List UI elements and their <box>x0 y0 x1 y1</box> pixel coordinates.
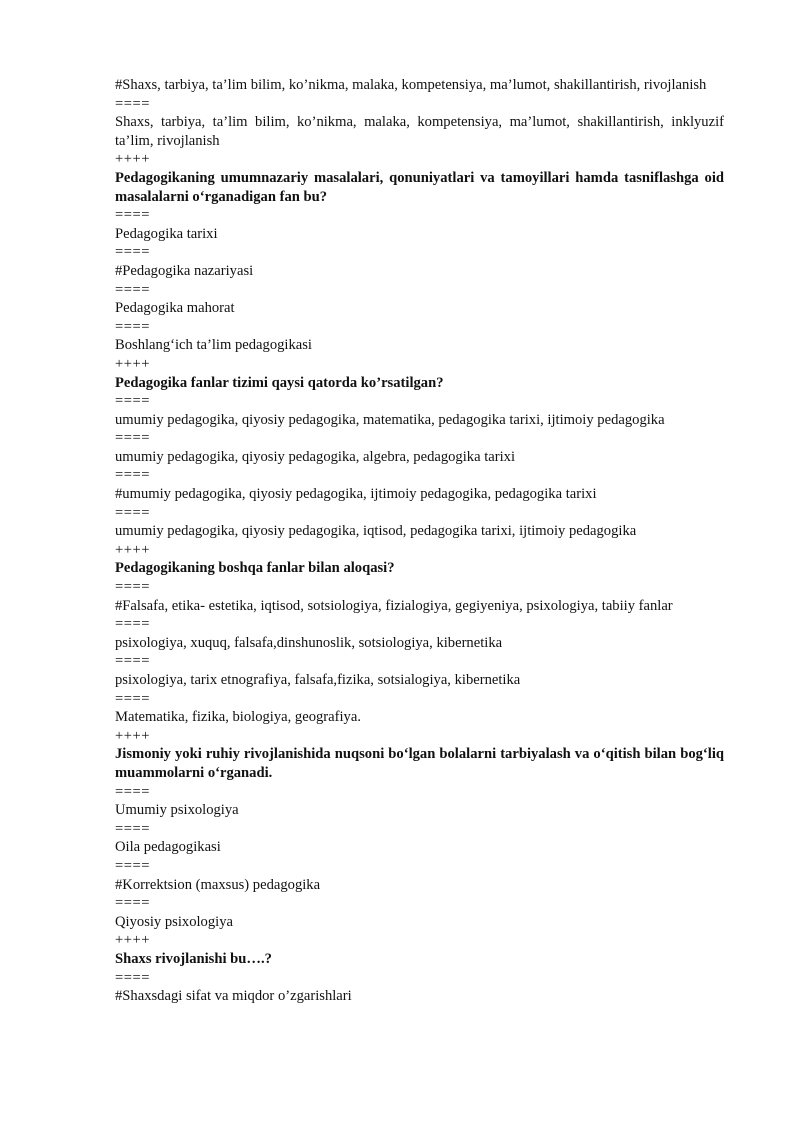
answer-option: psixologiya, xuquq, falsafa,dinshunoslik, sotsiologiya, kibernetika <box>115 634 503 651</box>
separator: ==== <box>115 95 150 112</box>
separator: ++++ <box>115 151 150 168</box>
answer-option: Oila pedagogikasi <box>115 839 221 856</box>
separator: ==== <box>115 467 150 484</box>
separator: ==== <box>115 244 150 261</box>
separator: ++++ <box>115 727 150 744</box>
question-text: Jismoniy yoki ruhiy rivojlanishida nuqsoni bo‘lgan bolalarni tarbiyalash va o‘qitish bilan bog‘liq muammolarni o‘rganadi. <box>115 746 724 781</box>
answer-option: #Shaxs, tarbiya, ta’lim bilim, ko’nikma, malaka, kompetensiya, ma’lumot, shakillantirish, rivojlanish <box>115 77 707 93</box>
answer-option: #Shaxsdagi sifat va miqdor o’zgarishlari <box>115 988 352 1005</box>
question-text: Shaxs rivojlanishi bu….? <box>115 950 272 967</box>
separator: ==== <box>115 430 150 447</box>
answer-option: umumiy pedagogika, qiyosiy pedagogika, iqtisod, pedagogika tarixi, ijtimoiy pedagogika <box>115 523 637 540</box>
separator: ==== <box>115 616 150 633</box>
separator: ==== <box>115 281 150 298</box>
answer-option: umumiy pedagogika, qiyosiy pedagogika, matematika, pedagogika tarixi, ijtimoiy pedagogika <box>115 411 665 428</box>
answer-option: Boshlang‘ich ta’lim pedagogikasi <box>115 337 312 354</box>
separator: ==== <box>115 318 150 335</box>
separator: ++++ <box>115 932 150 949</box>
separator: ==== <box>115 690 150 707</box>
question-text: Pedagogika fanlar tizimi qaysi qatorda ko’rsatilgan? <box>115 374 444 391</box>
answer-option: Umumiy psixologiya <box>115 802 239 819</box>
separator: ==== <box>115 895 150 912</box>
answer-option: Pedagogika mahorat <box>115 300 235 317</box>
separator: ==== <box>115 969 150 986</box>
answer-option: #umumiy pedagogika, qiyosiy pedagogika, ijtimoiy pedagogika, pedagogika tarixi <box>115 486 597 503</box>
separator: ++++ <box>115 355 150 372</box>
answer-option: #Pedagogika nazariyasi <box>115 262 254 279</box>
answer-option: #Falsafa, etika- estetika, iqtisod, sotsiologiya, fizialogiya, gegiyeniya, psixologiya, tabiiy fanlar <box>115 597 673 614</box>
answer-option: Shaxs, tarbiya, ta’lim bilim, ko’nikma, malaka, kompetensiya, ma’lumot, shakillantirish, inklyuzif ta’lim, rivojlanish <box>115 114 724 149</box>
separator: ==== <box>115 783 150 800</box>
answer-option: #Korrektsion (maxsus) pedagogika <box>115 876 321 893</box>
separator: ==== <box>115 820 150 837</box>
question-text: Pedagogikaning boshqa fanlar bilan aloqasi? <box>115 560 395 577</box>
answer-option: umumiy pedagogika, qiyosiy pedagogika, algebra, pedagogika tarixi <box>115 448 516 465</box>
separator: ==== <box>115 653 150 670</box>
answer-option: Matematika, fizika, biologiya, geografiya. <box>115 709 361 726</box>
separator: ==== <box>115 857 150 874</box>
document-page <box>115 76 724 1006</box>
separator: ==== <box>115 579 150 596</box>
separator: ++++ <box>115 541 150 558</box>
answer-option: Qiyosiy psixologiya <box>115 913 233 930</box>
question-text: Pedagogikaning umumnazariy masalalari, qonuniyatlari va tamoyillari hamda tasniflashga oid masalalarni o‘rganadigan fan bu? <box>115 169 724 205</box>
separator: ==== <box>115 393 150 410</box>
answer-option: Pedagogika tarixi <box>115 225 218 242</box>
separator: ==== <box>115 207 150 224</box>
separator: ==== <box>115 504 150 521</box>
answer-option: psixologiya, tarix etnografiya, falsafa,fizika, sotsialogiya, kibernetika <box>115 672 521 688</box>
